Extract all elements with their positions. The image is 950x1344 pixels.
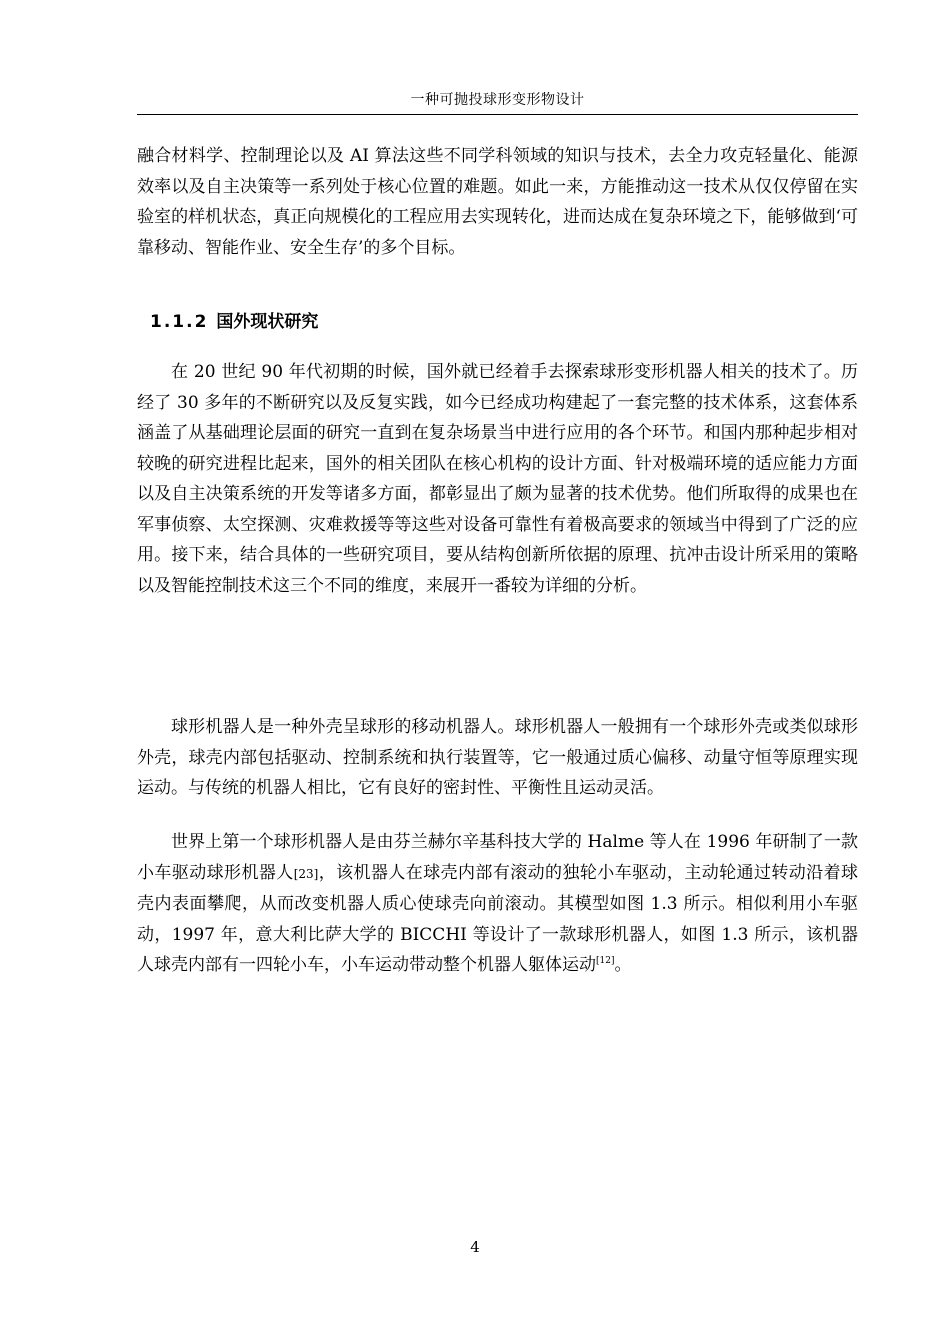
section-heading xyxy=(150,310,318,334)
paragraph-text xyxy=(137,827,858,981)
citation-12: [12] xyxy=(596,956,615,966)
section-title: 国外现状研究 xyxy=(216,312,319,332)
paragraph-text: 融合材料学、控制理论以及 AI 算法这些不同学科领域的知识与技术，去全力攻克轻量化、能源效率以及自主决策等一系列处于核心位置的难题。如此一来，方能推动这一技术从仅仅停留在实验室的样机状态，真正向规模化的工程应用去实现转化，进而达成在复杂环境之下，能够做到‘可靠移动、智能作业、安全生存’的多个目标。 xyxy=(137,146,858,258)
paragraph-first-spherical-robot xyxy=(137,827,858,981)
citation-23: [23] xyxy=(293,866,319,881)
section-number: 1.1.2 xyxy=(150,312,209,332)
running-header: 一种可抛投球形变形物设计 xyxy=(410,92,585,108)
paragraph-foreign-research xyxy=(137,357,858,601)
text-segment: ，该机器人在球壳内部有滚动的独轮小车驱动，主动轮通过转动沿着球壳内表面攀爬，从而改变机器人质心使球壳向前滚动。其模型如图 1.3 所示。相似利用小车驱动，1997 年，意大利比萨大学的 BICCHI 等设计了一款球形机器人，如图 1.3 所示，该机器人球壳内部有一四轮小车，小车运动带动整个机器人躯体运动 xyxy=(137,862,859,975)
header-divider xyxy=(137,114,858,115)
paragraph-continuation xyxy=(137,141,858,263)
text-segment: 。 xyxy=(614,955,632,975)
text-segment: 世界上第一个球形机器人是由芬兰赫尔辛基科技大学的 Halme 等人在 1996 年研制了一款小车驱动球形机器人 xyxy=(137,832,858,883)
page-number: 4 xyxy=(470,1238,480,1256)
paragraph-spherical-robot-definition xyxy=(137,712,858,804)
paragraph-text: 球形机器人是一种外壳呈球形的移动机器人。球形机器人一般拥有一个球形外壳或类似球形外壳，球壳内部包括驱动、控制系统和执行装置等，它一般通过质心偏移、动量守恒等原理实现运动。与传统的机器人相比，它有良好的密封性、平衡性且运动灵活。 xyxy=(137,717,858,798)
paragraph-text: 在 20 世纪 90 年代初期的时候，国外就已经着手去探索球形变形机器人相关的技术了。历经了 30 多年的不断研究以及反复实践，如今已经成功构建起了一套完整的技术体系，这套体系涵盖了从基础理论层面的研究一直到在复杂场景当中进行应用的各个环节。和国内那种起步相对较晚的研究进程比起来，国外的相关团队在核心机构的设计方面、针对极端环境的适应能力方面以及自主决策系统的开发等诸多方面，都彰显出了颇为显著的技术优势。他们所取得的成果也在军事侦察、太空探测、灾难救援等等这些对设备可靠性有着极高要求的领域当中得到了广泛的应用。接下来，结合具体的一些研究项目，要从结构创新所依据的原理、抗冲击设计所采用的策略以及智能控制技术这三个不同的维度，来展开一番较为详细的分析。 xyxy=(137,362,858,596)
